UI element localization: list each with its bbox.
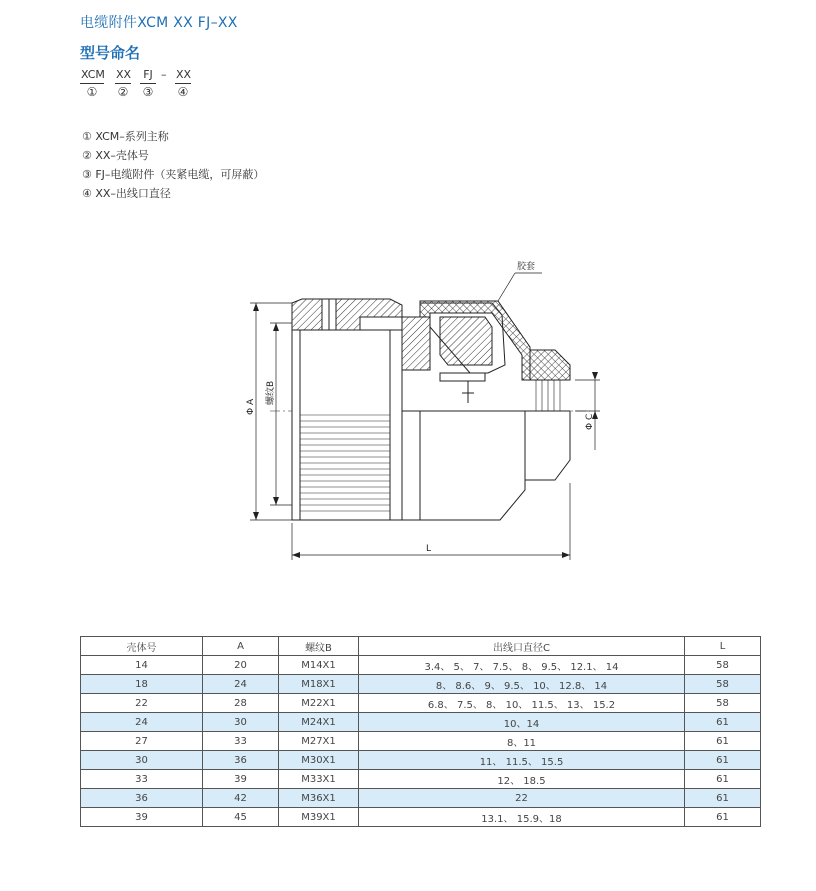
table-row [81, 713, 761, 732]
code-part-label: XX [115, 68, 131, 84]
table-row [81, 694, 761, 713]
table-cell: 61 [685, 751, 761, 770]
table-row [81, 770, 761, 789]
table-row [81, 656, 761, 675]
table-cell: 11、 11.5、 15.5 [359, 751, 685, 770]
table-cell: M33X1 [279, 770, 359, 789]
shell-section [402, 317, 430, 370]
inner-sleeve [440, 317, 492, 365]
column-header-outlet-diameter: 出线口直径C [359, 637, 685, 656]
knurled-grip [292, 330, 402, 520]
table-cell: 42 [203, 789, 279, 808]
dimension-C-label: Φ C [585, 413, 595, 430]
table-cell: 58 [685, 675, 761, 694]
table-cell: 6.8、 7.5、 8、 10、 11.5、 13、 15.2 [359, 694, 685, 713]
table-cell: 27 [81, 732, 203, 751]
code-part-index: ③ [142, 85, 154, 99]
table-cell: M14X1 [279, 656, 359, 675]
table-cell: M30X1 [279, 751, 359, 770]
table-cell: 10、14 [359, 713, 685, 732]
code-part-label: XCM [80, 68, 104, 84]
table-cell: 61 [685, 789, 761, 808]
section-heading-model-naming: 型号命名 [80, 44, 141, 62]
legend-item: ② XX–壳体号 [82, 149, 149, 162]
table-cell: 58 [685, 656, 761, 675]
table-cell: 14 [81, 656, 203, 675]
table-cell: M18X1 [279, 675, 359, 694]
code-part-series [80, 68, 104, 99]
table-cell: 18 [81, 675, 203, 694]
table-cell: 8、11 [359, 732, 685, 751]
table-header-row [81, 637, 761, 656]
column-header-shell: 壳体号 [81, 637, 203, 656]
table-cell: M27X1 [279, 732, 359, 751]
table-cell: M39X1 [279, 808, 359, 827]
table-cell: 45 [203, 808, 279, 827]
column-header-l: L [685, 637, 761, 656]
table-row [81, 808, 761, 827]
dimension-B-label: 螺纹B [266, 380, 276, 405]
dimension-L-label: L [426, 544, 432, 554]
code-part-index: ④ [177, 85, 189, 99]
boot-tail-section [530, 350, 570, 380]
table-cell: 20 [203, 656, 279, 675]
gland-washer [440, 373, 485, 381]
legend-item: ④ XX–出线口直径 [82, 187, 171, 200]
table-cell: 30 [81, 751, 203, 770]
table-cell: 24 [81, 713, 203, 732]
table-cell: 61 [685, 808, 761, 827]
table-cell: 22 [359, 789, 685, 808]
table-cell: 22 [81, 694, 203, 713]
table-row [81, 789, 761, 808]
table-cell: M22X1 [279, 694, 359, 713]
table-cell: 13.1、 15.9、18 [359, 808, 685, 827]
table-cell: 3.4、 5、 7、 7.5、 8、 9.5、 12.1、 14 [359, 656, 685, 675]
table-row [81, 751, 761, 770]
table-cell: 28 [203, 694, 279, 713]
legend-item: ① XCM–系列主称 [82, 130, 169, 143]
table-cell: 39 [81, 808, 203, 827]
table-cell: 36 [203, 751, 279, 770]
column-header-thread: 螺纹B [279, 637, 359, 656]
table-cell: 58 [685, 694, 761, 713]
table-cell: 33 [81, 770, 203, 789]
connector-cross-section-drawing [230, 255, 610, 565]
table-cell: 39 [203, 770, 279, 789]
legend-item: ③ FJ–电缆附件（夹紧电缆，可屏蔽） [82, 168, 265, 181]
table-row [81, 732, 761, 751]
callout-boot-label: 胶套 [517, 262, 536, 272]
table-cell: 24 [203, 675, 279, 694]
model-code-legend [82, 127, 264, 203]
table-cell: 61 [685, 713, 761, 732]
dimension-A-label: Φ A [246, 398, 256, 415]
table-cell: 30 [203, 713, 279, 732]
table-cell: 12、 18.5 [359, 770, 685, 789]
table-cell: 33 [203, 732, 279, 751]
page-title: 电缆附件XCM XX FJ–XX [80, 15, 238, 31]
spec-table [80, 636, 761, 827]
column-header-a: A [203, 637, 279, 656]
table-cell: 61 [685, 770, 761, 789]
table-row [81, 675, 761, 694]
code-part-index: ② [117, 85, 129, 99]
code-part-accessory [140, 68, 156, 99]
table-cell: 61 [685, 732, 761, 751]
code-part-index: ① [86, 85, 98, 99]
code-part-diameter [175, 68, 191, 99]
code-separator: – [161, 68, 167, 81]
table-cell: M24X1 [279, 713, 359, 732]
code-part-label: FJ [140, 68, 156, 84]
code-part-label: XX [175, 68, 191, 84]
coupling-nut-section [292, 299, 402, 330]
table-cell: 8、 8.6、 9、 9.5、 10、 12.8、 14 [359, 675, 685, 694]
table-cell: M36X1 [279, 789, 359, 808]
table-cell: 36 [81, 789, 203, 808]
code-part-shell [115, 68, 131, 99]
boot-tail-body [525, 411, 570, 480]
